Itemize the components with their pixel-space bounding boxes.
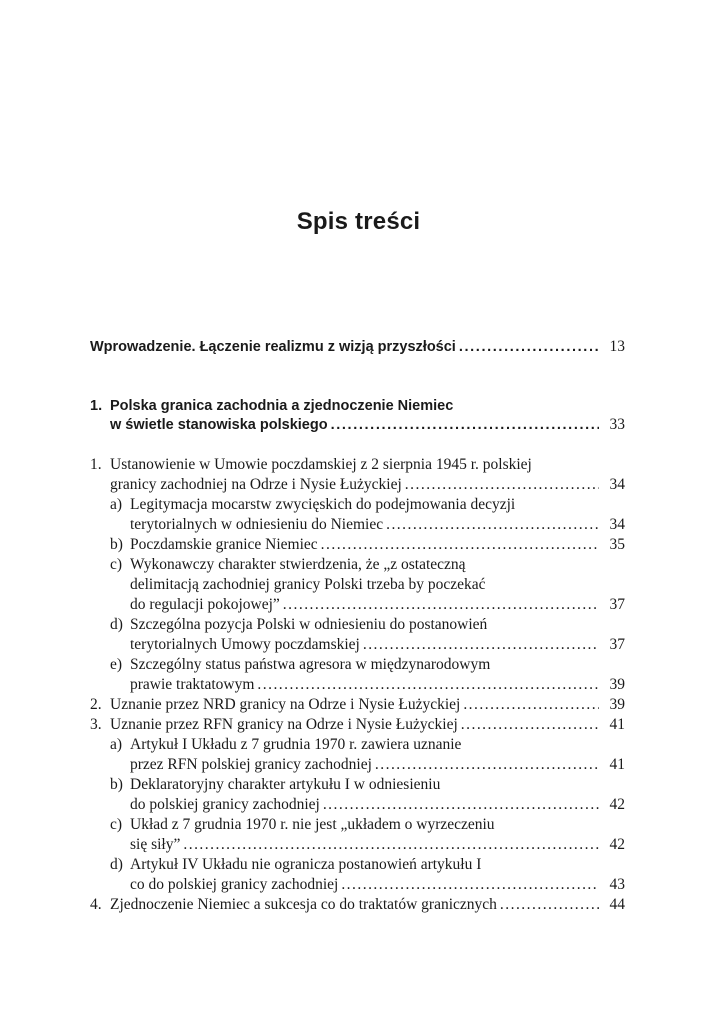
toc-subsection-3c[interactable] xyxy=(90,815,625,835)
toc-entry-title: Artykuł IV Układu nie ogranicza postanowień artykułu I xyxy=(130,856,482,873)
toc-entry-title: granicy zachodniej na Odrze i Nysie Łużyckiej xyxy=(110,476,402,493)
toc-number: e) xyxy=(110,656,123,673)
toc-page-number: 34 xyxy=(609,516,625,533)
toc-subsection-3c-cont[interactable] xyxy=(90,835,625,855)
toc-subsection-3b-cont[interactable] xyxy=(90,795,625,815)
toc-entry-title: Polska granica zachodnia a zjednoczenie Niemiec xyxy=(110,398,454,414)
toc-entry-title: do regulacji pokojowej” xyxy=(130,596,280,613)
toc-entry-title: Legitymacja mocarstw zwycięskich do podejmowania decyzji xyxy=(130,496,516,513)
toc-page-number: 33 xyxy=(609,416,625,433)
toc-section-3[interactable] xyxy=(90,715,625,735)
dot-leader xyxy=(463,695,599,715)
toc-entry-title: Szczególna pozycja Polski w odniesieniu do postanowień xyxy=(130,616,488,633)
dot-leader xyxy=(363,635,599,655)
toc-page-number: 37 xyxy=(609,636,625,653)
toc-page-number: 13 xyxy=(609,338,625,355)
toc-subsection-1e[interactable] xyxy=(90,655,625,675)
toc-number: a) xyxy=(110,736,123,753)
toc-section-4[interactable] xyxy=(90,895,625,915)
toc-subsection-1e-cont[interactable] xyxy=(90,675,625,695)
toc-entry-title: co do polskiej granicy zachodniej xyxy=(130,876,339,893)
toc-number: 2. xyxy=(90,696,102,713)
toc-page-number: 34 xyxy=(609,476,625,493)
toc-entry-title: Artykuł I Układu z 7 grudnia 1970 r. zawiera uznanie xyxy=(130,736,462,753)
toc-entry-title: przez RFN polskiej granicy zachodniej xyxy=(130,756,372,773)
toc-page-number: 43 xyxy=(609,876,625,893)
toc-chapter-1-cont[interactable] xyxy=(90,415,625,435)
toc-subsection-1d-cont[interactable] xyxy=(90,635,625,655)
dot-leader xyxy=(257,675,599,695)
toc-page-number: 39 xyxy=(609,696,625,713)
dot-leader xyxy=(323,795,599,815)
toc-entry-introduction[interactable] xyxy=(90,337,625,357)
dot-leader xyxy=(331,415,599,435)
dot-leader xyxy=(375,755,599,775)
toc-subsection-1c[interactable] xyxy=(90,555,625,575)
toc-subsection-3d[interactable] xyxy=(90,855,625,875)
toc-entry-title: Szczególny status państwa agresora w międzynarodowym xyxy=(130,656,491,673)
toc-entry-title: Uznanie przez RFN granicy na Odrze i Nysie Łużyckiej xyxy=(110,716,458,733)
toc-page-number: 39 xyxy=(609,676,625,693)
toc-number: 1. xyxy=(90,456,102,473)
toc-entry-title: terytorialnych Umowy poczdamskiej xyxy=(130,636,360,653)
toc-entry-title: prawie traktatowym xyxy=(130,676,255,693)
toc-entry-title: Wykonawczy charakter stwierdzenia, że „z ostateczną xyxy=(130,556,466,573)
toc-page-number: 35 xyxy=(609,536,625,553)
toc-entry-title: terytorialnych w odniesieniu do Niemiec xyxy=(130,516,384,533)
toc-entry-title: do polskiej granicy zachodniej xyxy=(130,796,320,813)
toc-subsection-1c-cont[interactable] xyxy=(90,595,625,615)
toc-entry-title: delimitacją zachodniej granicy Polski trzeba by poczekać xyxy=(130,576,486,593)
toc-number: 4. xyxy=(90,896,102,913)
toc-subsection-1c-cont[interactable] xyxy=(90,575,625,595)
toc-subsection-1b[interactable] xyxy=(90,535,625,555)
toc-section-1-cont[interactable] xyxy=(90,475,625,495)
toc-chapter-1[interactable] xyxy=(90,396,625,416)
toc-number: b) xyxy=(110,776,123,793)
dot-leader xyxy=(405,475,599,495)
toc-page-number: 44 xyxy=(609,896,625,913)
toc-number: a) xyxy=(110,496,123,513)
toc-number: d) xyxy=(110,616,123,633)
toc-subsection-3a[interactable] xyxy=(90,735,625,755)
toc-page-number: 41 xyxy=(609,716,625,733)
toc-entry-title: się siły” xyxy=(130,836,181,853)
dot-leader xyxy=(341,875,599,895)
dot-leader xyxy=(183,835,599,855)
toc-section-1[interactable] xyxy=(90,455,625,475)
toc-number: d) xyxy=(110,856,123,873)
dot-leader xyxy=(283,595,599,615)
toc-number: 1. xyxy=(90,398,103,414)
toc-page-number: 41 xyxy=(609,756,625,773)
toc-entry-title: Deklaratoryjny charakter artykułu I w odniesieniu xyxy=(130,776,441,793)
toc-entry-title: Wprowadzenie. Łączenie realizmu z wizją przyszłości xyxy=(90,339,456,355)
dot-leader xyxy=(461,715,599,735)
toc-subsection-1a[interactable] xyxy=(90,495,625,515)
toc-section-2[interactable] xyxy=(90,695,625,715)
toc-entry-title: Uznanie przez NRD granicy na Odrze i Nysie Łużyckiej xyxy=(110,696,461,713)
page-title: Spis treści xyxy=(296,208,421,235)
toc-entry-title: Układ z 7 grudnia 1970 r. nie jest „układem o wyrzeczeniu xyxy=(130,816,495,833)
dot-leader xyxy=(321,535,599,555)
dot-leader xyxy=(386,515,599,535)
toc-subsection-3d-cont[interactable] xyxy=(90,875,625,895)
toc-subsection-1d[interactable] xyxy=(90,615,625,635)
toc-number: c) xyxy=(110,816,123,833)
toc-entry-title: Zjednoczenie Niemiec a sukcesja co do traktatów granicznych xyxy=(110,896,497,913)
toc-page-number: 37 xyxy=(609,596,625,613)
toc-number: c) xyxy=(110,556,123,573)
dot-leader xyxy=(500,895,599,915)
toc-page-number: 42 xyxy=(609,796,625,813)
toc-number: b) xyxy=(110,536,123,553)
toc-subsection-1a-cont[interactable] xyxy=(90,515,625,535)
toc-entry-title: Poczdamskie granice Niemiec xyxy=(130,536,318,553)
toc-subsection-3a-cont[interactable] xyxy=(90,755,625,775)
toc-page-number: 42 xyxy=(609,836,625,853)
toc-entry-title: w świetle stanowiska polskiego xyxy=(110,417,328,433)
toc-number: 3. xyxy=(90,716,102,733)
dot-leader xyxy=(459,337,599,357)
toc-entry-title: Ustanowienie w Umowie poczdamskiej z 2 sierpnia 1945 r. polskiej xyxy=(110,456,532,473)
toc-subsection-3b[interactable] xyxy=(90,775,625,795)
